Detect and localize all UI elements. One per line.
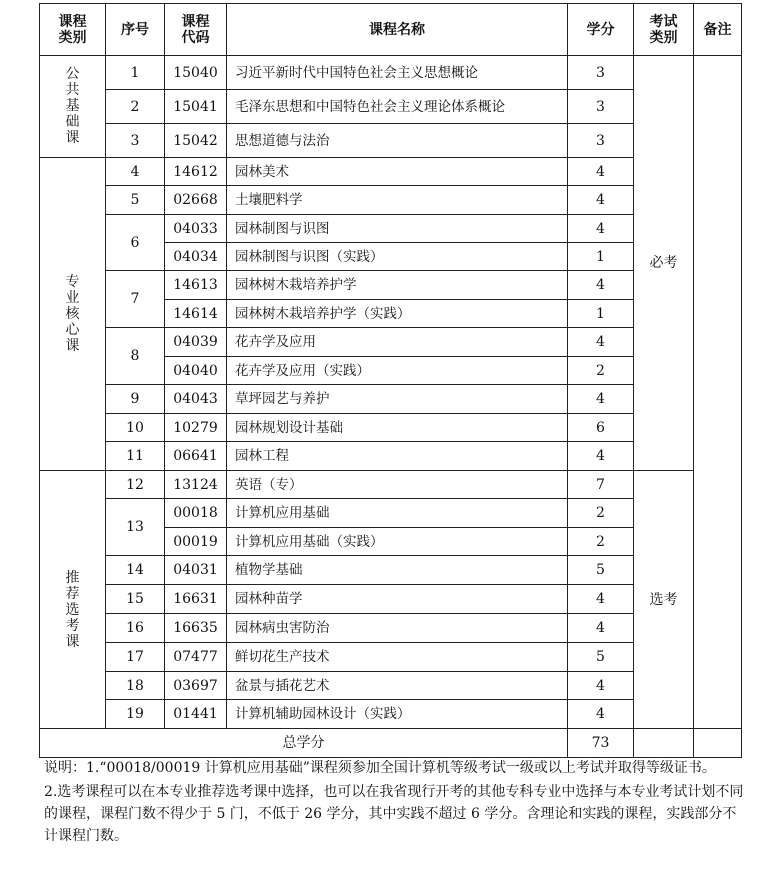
course-credit: 2 [568,357,634,385]
course-code: 00018 [165,499,227,528]
course-seq: 18 [106,672,165,700]
course-code: 10279 [165,414,227,442]
course-seq: 8 [106,328,165,385]
course-credit: 1 [568,243,634,271]
course-seq: 3 [106,124,165,158]
course-credit: 3 [568,90,634,124]
course-name: 园林树木栽培养护学 [227,271,568,300]
header-seq: 序号 [106,4,165,56]
course-seq: 15 [106,585,165,614]
course-code: 15040 [165,56,227,90]
course-name: 土壤肥料学 [227,186,568,215]
course-seq: 13 [106,499,165,556]
total-remark-empty [694,729,742,758]
total-exam-empty [634,729,694,758]
header-row [40,4,742,56]
course-credit: 4 [568,158,634,186]
course-code: 01441 [165,700,227,729]
course-credit: 4 [568,385,634,414]
course-seq: 17 [106,643,165,672]
course-credit: 4 [568,672,634,700]
course-name: 草坪园艺与养护 [227,385,568,414]
course-seq: 19 [106,700,165,729]
note-1: 说明：1.“00018/00019 计算机应用基础”课程须参加全国计算机等级考试一级或以上考试并取得等级证书。 [44,760,716,776]
course-name: 习近平新时代中国特色社会主义思想概论 [227,56,568,90]
course-credit: 3 [568,124,634,158]
course-credit: 7 [568,471,634,499]
course-credit: 4 [568,271,634,300]
course-credit: 1 [568,300,634,328]
course-code: 00019 [165,528,227,556]
course-name: 计算机应用基础（实践） [227,528,568,556]
course-seq: 5 [106,186,165,215]
category-core: 专 业 核 心 课 [40,158,106,471]
course-name: 园林工程 [227,442,568,471]
course-name: 英语（专） [227,471,568,499]
course-credit: 4 [568,700,634,729]
course-credit: 5 [568,556,634,585]
course-credit: 4 [568,328,634,357]
course-code: 14614 [165,300,227,328]
remark-column [694,56,742,729]
total-label: 总学分 [40,729,568,758]
course-credit: 4 [568,442,634,471]
course-credit: 4 [568,186,634,215]
header-code: 课程 代码 [165,4,227,56]
course-name: 园林制图与识图 [227,215,568,243]
course-seq: 9 [106,385,165,414]
course-credit: 3 [568,56,634,90]
category-public: 公 共 基 础 课 [40,56,106,158]
course-code: 04033 [165,215,227,243]
course-name: 园林规划设计基础 [227,414,568,442]
course-code: 16635 [165,614,227,643]
course-credit: 4 [568,614,634,643]
course-name: 花卉学及应用（实践） [227,357,568,385]
course-name: 毛泽东思想和中国特色社会主义理论体系概论 [227,90,568,124]
course-code: 07477 [165,643,227,672]
course-code: 14612 [165,158,227,186]
header-credit: 学分 [568,4,634,56]
course-name: 盆景与插花艺术 [227,672,568,700]
course-code: 13124 [165,471,227,499]
course-code: 04043 [165,385,227,414]
course-code: 06641 [165,442,227,471]
course-code: 04040 [165,357,227,385]
course-seq: 7 [106,271,165,328]
course-credit: 2 [568,528,634,556]
course-code: 04039 [165,328,227,357]
course-name: 园林制图与识图（实践） [227,243,568,271]
course-credit: 4 [568,215,634,243]
category-elective: 推 荐 选 考 课 [40,471,106,729]
course-seq: 14 [106,556,165,585]
course-row [40,56,742,90]
course-code: 03697 [165,672,227,700]
course-code: 16631 [165,585,227,614]
course-name: 园林种苗学 [227,585,568,614]
course-name: 园林美术 [227,158,568,186]
course-seq: 16 [106,614,165,643]
course-credit: 2 [568,499,634,528]
course-seq: 1 [106,56,165,90]
course-name: 园林树木栽培养护学（实践） [227,300,568,328]
total-row [40,729,742,758]
course-name: 计算机应用基础 [227,499,568,528]
course-code: 15042 [165,124,227,158]
notes [44,757,744,847]
exam-type-required: 必考 [634,56,694,471]
header-name: 课程名称 [227,4,568,56]
course-credit: 6 [568,414,634,442]
exam-type-optional: 选考 [634,471,694,729]
course-name: 计算机辅助园林设计（实践） [227,700,568,729]
course-seq: 11 [106,442,165,471]
total-value: 73 [568,729,634,758]
note-2: 2.选考课程可以在本专业推荐选考课中选择，也可以在我省现行开考的其他专科专业中选择与本专业考试计划不同的课程，课程门数不得少于 5 门，不低于 26 学分，其中实践不超过 6 学分。含理论和实践的课程，实践部分不计课程门数。 [44,784,744,844]
course-credit: 5 [568,643,634,672]
header-category: 课程 类别 [40,4,106,56]
course-code: 02668 [165,186,227,215]
course-code: 14613 [165,271,227,300]
course-name: 花卉学及应用 [227,328,568,357]
curriculum-table [39,3,742,758]
course-row [40,471,742,499]
course-name: 鲜切花生产技术 [227,643,568,672]
header-remark: 备注 [694,4,742,56]
course-name: 思想道德与法治 [227,124,568,158]
course-seq: 10 [106,414,165,442]
course-seq: 12 [106,471,165,499]
course-name: 植物学基础 [227,556,568,585]
course-code: 15041 [165,90,227,124]
header-exam: 考试 类别 [634,4,694,56]
course-seq: 4 [106,158,165,186]
course-seq: 2 [106,90,165,124]
course-name: 园林病虫害防治 [227,614,568,643]
course-seq: 6 [106,215,165,271]
course-code: 04031 [165,556,227,585]
course-code: 04034 [165,243,227,271]
course-credit: 4 [568,585,634,614]
